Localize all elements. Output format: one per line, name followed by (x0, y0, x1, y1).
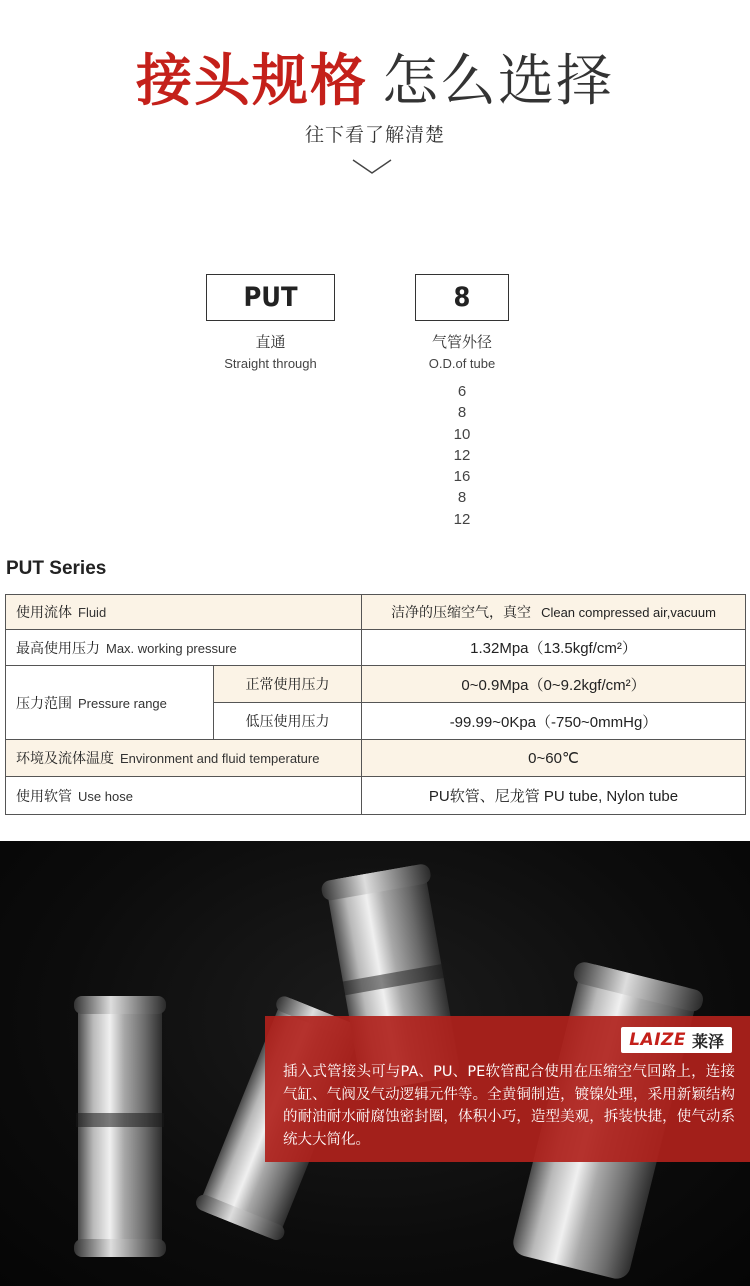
max-pressure-label (6, 630, 362, 666)
hose-label (6, 777, 362, 815)
page-title (0, 50, 750, 114)
tube-size-item: 6 (457, 383, 467, 400)
od-code-box: 8 (415, 274, 509, 321)
fluid-value-en: Clean compressed air,vacuum (541, 605, 716, 620)
max-pressure-label-cn: 最高使用压力 (16, 640, 100, 657)
brand-name-cn: 莱泽 (691, 1031, 724, 1051)
series-code-box: PUT (206, 274, 335, 321)
brand-name-en: LAIZE (629, 1030, 686, 1050)
fitting-left (74, 996, 166, 1257)
table-row (6, 630, 746, 666)
table-row (6, 740, 746, 777)
od-code-column (415, 274, 509, 530)
spec-table (5, 594, 746, 815)
pressure-range-label (6, 666, 214, 740)
spec-table-title: PUT Series (6, 558, 107, 579)
od-code-label-cn: 气管外径 (431, 333, 492, 351)
title-rest: 怎么选择 (382, 49, 614, 114)
title-emphasis: 接头规格 (136, 49, 368, 114)
temperature-value: 0~60℃ (362, 740, 746, 777)
table-row (6, 666, 746, 703)
temperature-label-en: Environment and fluid temperature (120, 751, 320, 766)
fluid-label-en: Fluid (78, 605, 107, 620)
normal-pressure-value: 0~0.9Mpa（0~9.2kgf/cm²） (362, 666, 746, 703)
temperature-label-cn: 环境及流体温度 (16, 751, 114, 767)
tube-size-item: 10 (453, 425, 471, 443)
low-pressure-label: 低压使用压力 (214, 703, 362, 740)
tube-size-item: 12 (453, 446, 471, 464)
series-code-label-cn: 直通 (255, 333, 286, 351)
tube-size-item: 8 (457, 404, 467, 422)
fluid-value (362, 595, 746, 630)
fluid-value-cn: 洁净的压缩空气，真空 (391, 605, 532, 621)
max-pressure-label-en: Max. working pressure (106, 640, 237, 656)
chevron-down-icon (352, 158, 392, 176)
table-row (6, 777, 746, 815)
fluid-label-cn: 使用流体 (16, 605, 72, 621)
tube-size-item: 12 (453, 510, 471, 528)
table-row (6, 595, 746, 630)
tube-size-item: 8 (457, 489, 467, 507)
fluid-label (6, 595, 362, 630)
temperature-label (6, 740, 362, 777)
low-pressure-value: -99.99~0Kpa（-750~0mmHg） (362, 703, 746, 740)
product-description: 插入式管接头可与PA、PU、PE软管配合使用在压缩空气回路上，连接气缸、气阀及气动逻辑元件等。全黄铜制造，镀镍处理，采用新颖结构的耐油耐水耐腐蚀密封圈，体积小巧，造型美观，拆装快捷，使气动系统大大简化。 (283, 1064, 735, 1148)
od-code-label-en: O.D.of tube (428, 356, 496, 371)
pressure-range-label-cn: 压力范围 (16, 695, 72, 712)
hose-value: PU软管、尼龙管 PU tube, Nylon tube (362, 777, 746, 815)
max-pressure-value: 1.32Mpa（13.5kgf/cm²） (362, 630, 746, 666)
series-code-label-en: Straight through (224, 356, 317, 371)
product-info-panel (265, 1016, 750, 1162)
hose-label-cn: 使用软管 (16, 788, 72, 805)
page-subtitle: 往下看了解清楚 (304, 124, 445, 146)
page-heading (0, 50, 750, 147)
series-code-column (206, 274, 335, 371)
brand-logo (621, 1027, 732, 1053)
hose-label-en: Use hose (78, 788, 133, 804)
tube-size-list (415, 381, 509, 530)
tube-size-item: 16 (453, 468, 471, 486)
normal-pressure-label: 正常使用压力 (214, 666, 362, 703)
pressure-range-label-en: Pressure range (78, 695, 167, 711)
